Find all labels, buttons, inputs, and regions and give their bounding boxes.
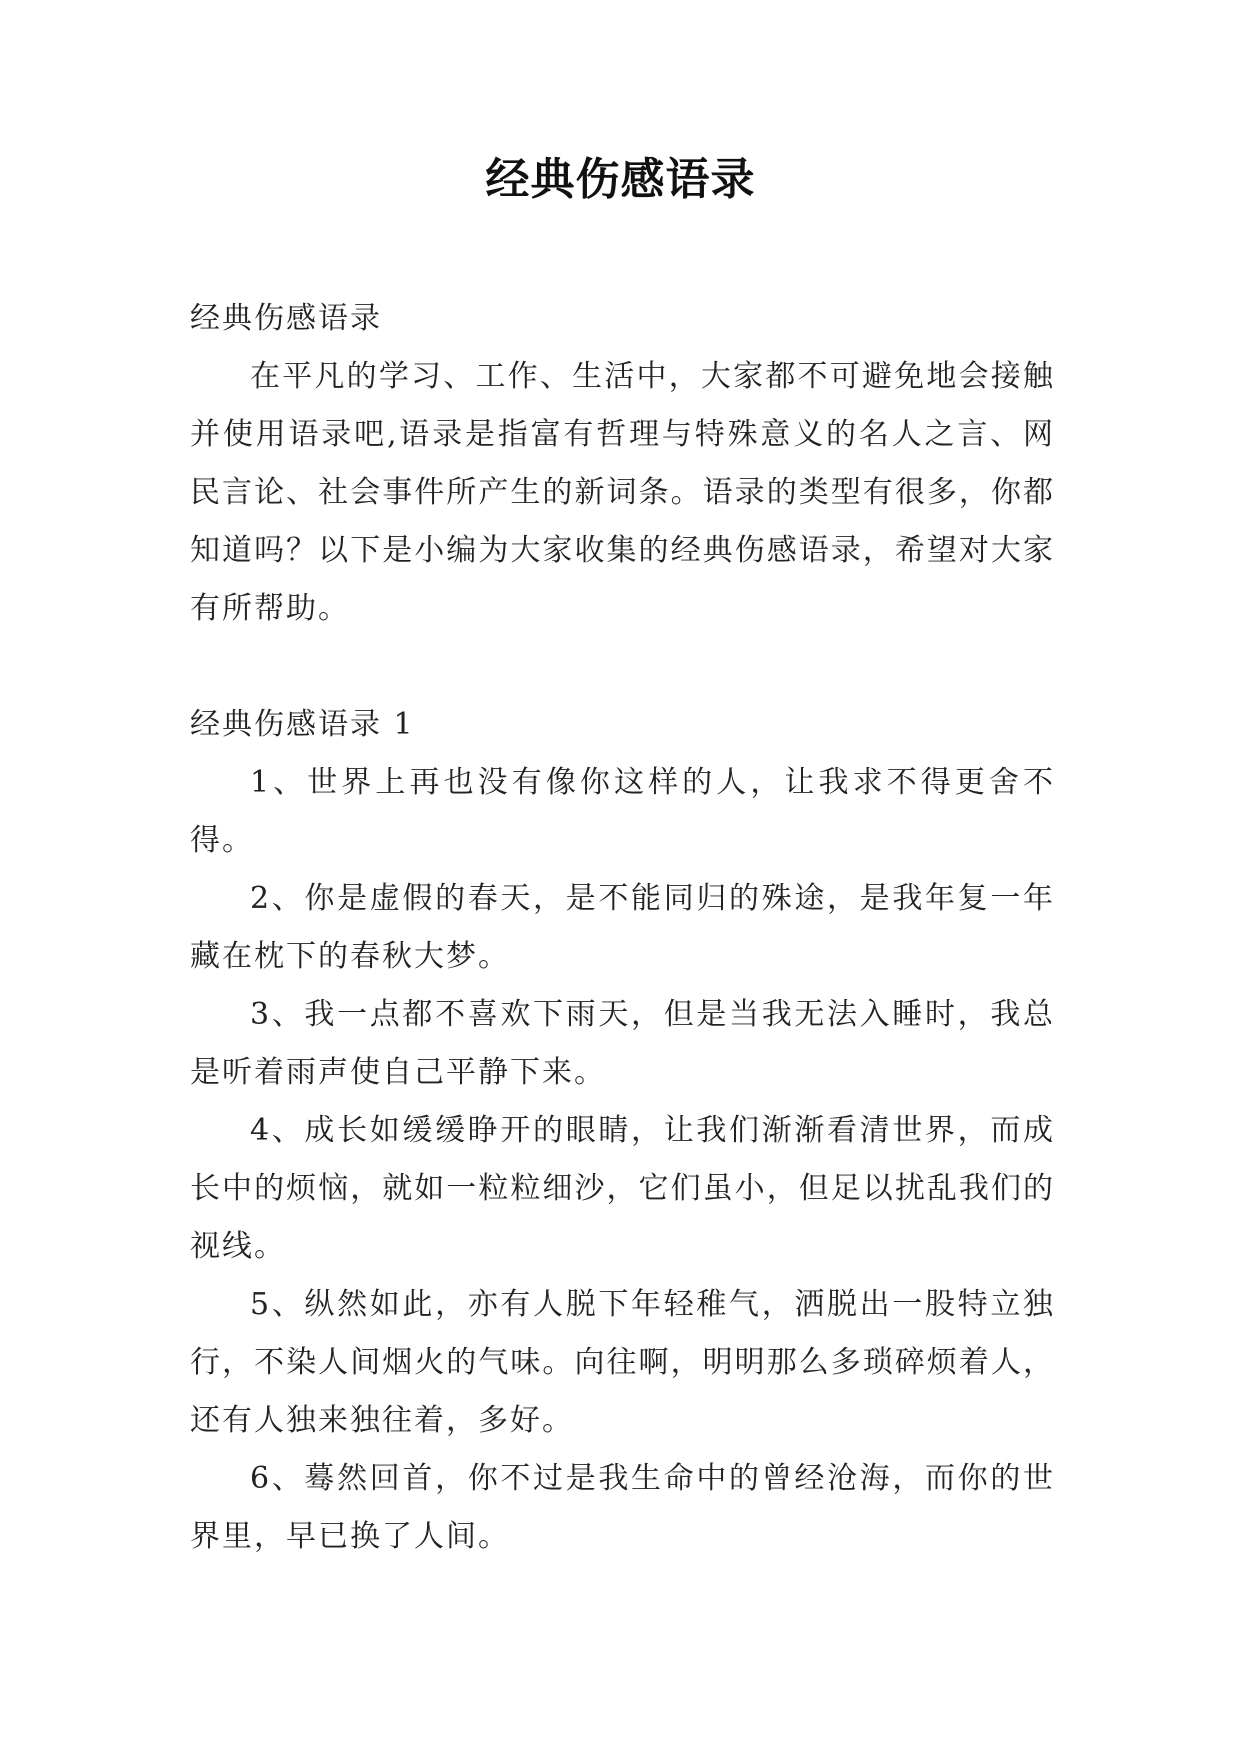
quote-item-6: 6、蓦然回首，你不过是我生命中的曾经沧海，而你的世界里，早已换了人间。	[190, 1461, 1055, 1554]
section-heading: 经典伤感语录 1	[190, 707, 415, 742]
quote-item-4: 4、成长如缓缓睁开的眼睛，让我们渐渐看清世界，而成长中的烦恼，就如一粒粒细沙，它们虽小，但足以扰乱我们的视线。	[190, 1113, 1055, 1264]
intro-paragraph: 在平凡的学习、工作、生活中，大家都不可避免地会接触并使用语录吧,语录是指富有哲理与特殊意义的名人之言、网民言论、社会事件所产生的新词条。语录的类型有很多，你都知道吗？以下是小编为大家收集的经典伤感语录，希望对大家有所帮助。	[190, 359, 1055, 626]
document-title: 经典伤感语录	[485, 154, 756, 205]
quote-item-1: 1、世界上再也没有像你这样的人，让我求不得更舍不得。	[190, 765, 1055, 858]
document-body	[190, 290, 1055, 1566]
paragraph-gap	[190, 638, 1055, 696]
quote-item-3: 3、我一点都不喜欢下雨天，但是当我无法入睡时，我总是听着雨声使自己平静下来。	[190, 997, 1055, 1090]
quote-item-2: 2、你是虚假的春天，是不能同归的殊途，是我年复一年藏在枕下的春秋大梦。	[190, 881, 1055, 974]
quote-item-5: 5、纵然如此，亦有人脱下年轻稚气，洒脱出一股特立独行，不染人间烟火的气味。向往啊，明明那么多琐碎烦着人，还有人独来独往着，多好。	[190, 1287, 1055, 1438]
subtitle: 经典伤感语录	[190, 301, 382, 336]
